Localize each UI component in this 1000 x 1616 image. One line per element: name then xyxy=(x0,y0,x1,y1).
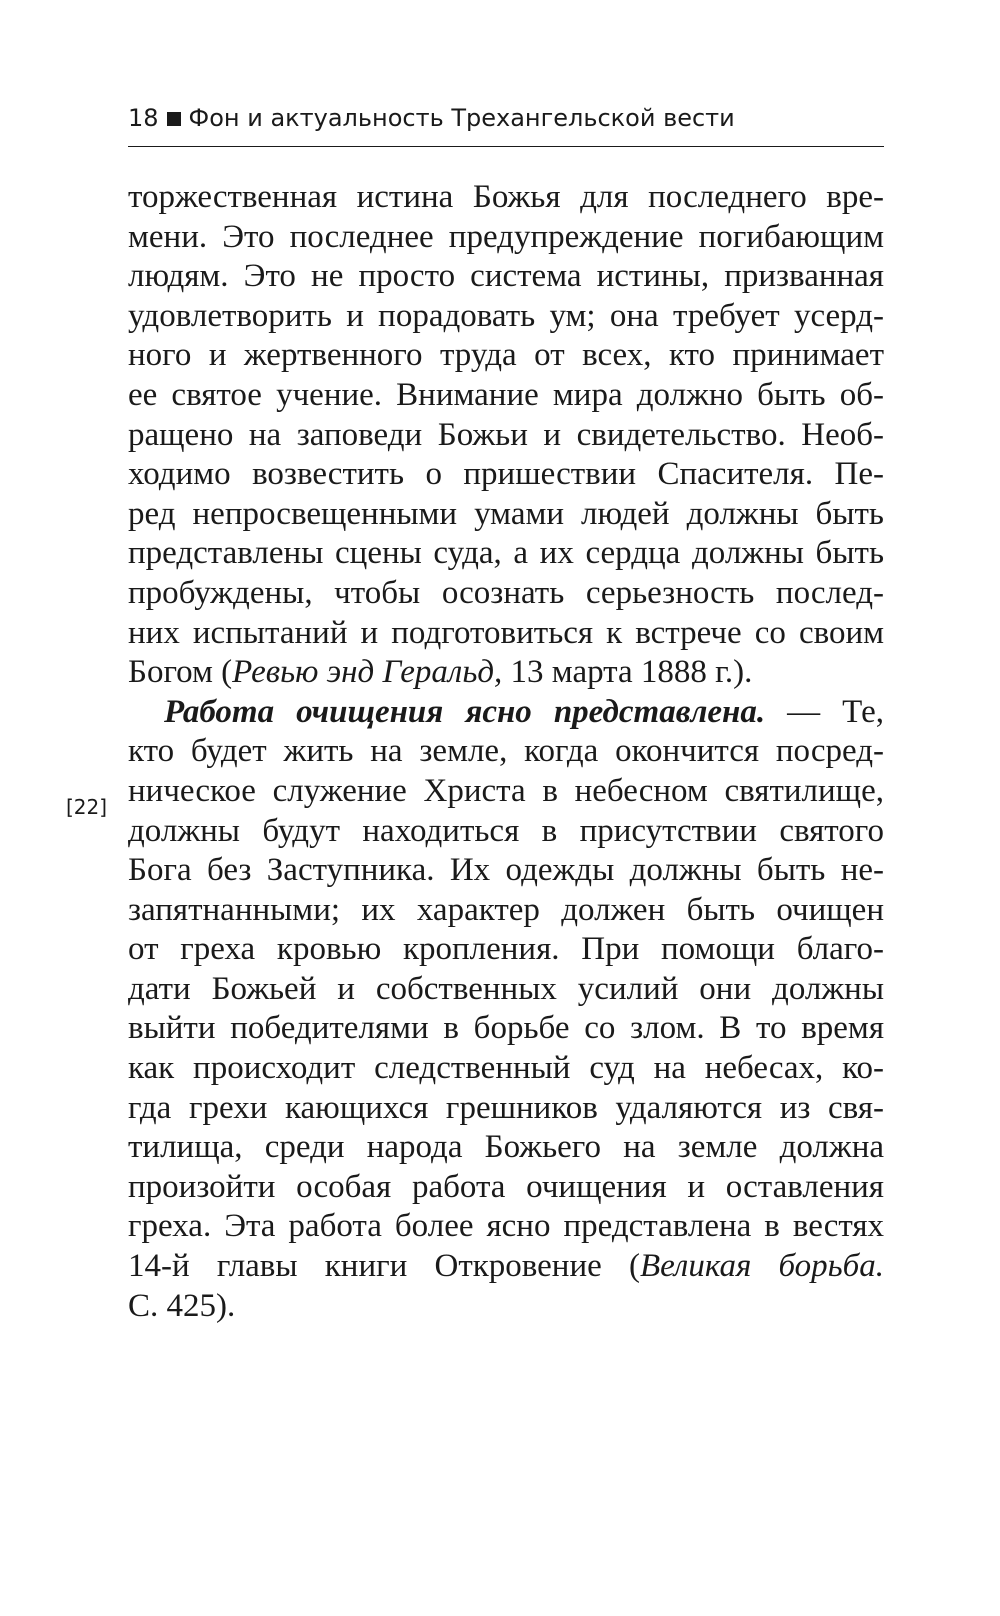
text-fragment: 13 марта 1888 г.). xyxy=(502,654,753,691)
text-line: кто будет жить на земле, когда окончится посред- xyxy=(128,733,884,770)
text-line: представлены сцены суда, а их сердца должны быть xyxy=(128,535,884,572)
text-line: пробуждены, чтобы осознать серьезность послед- xyxy=(128,574,884,611)
text-line: С. 425). xyxy=(128,1287,236,1324)
text-line: ническое служение Христа в небесном святилище, xyxy=(128,772,884,809)
text-line: от греха кровью кропления. При помощи благо- xyxy=(128,931,884,968)
text-line: гда грехи кающихся грешников удаляются из свя- xyxy=(128,1089,884,1126)
source-citation: Ревью энд Геральд, xyxy=(232,654,503,691)
paragraph xyxy=(128,693,884,1327)
text-line: запятнанными; их характер должен быть очищен xyxy=(128,891,884,928)
text-line: должны будут находиться в присутствии святого xyxy=(128,812,884,849)
text-line: Бога без Заступника. Их одежды должны быть не- xyxy=(128,852,884,889)
body-text xyxy=(128,178,884,1326)
margin-reference: [22] xyxy=(66,795,108,819)
text-line xyxy=(128,653,884,693)
text-line: греха. Эта работа более ясно представлена в вестях xyxy=(128,1208,884,1245)
section-title: Фон и актуальность Трехангельской вести xyxy=(188,104,735,132)
text-line: торжественная истина Божья для последнего вре- xyxy=(128,179,884,215)
text-line: них испытаний и подготовиться к встрече со своим xyxy=(128,614,884,651)
page-number: 18 xyxy=(128,104,159,132)
paragraph xyxy=(128,178,884,693)
text-line: как происходит следственный суд на небесах, ко- xyxy=(128,1050,884,1087)
text-line xyxy=(128,693,884,733)
text-fragment: — Те, xyxy=(765,693,884,730)
paragraph-heading: Работа очищения ясно представлена. xyxy=(164,693,766,730)
text-line: людям. Это не просто система истины, призванная xyxy=(128,258,884,295)
text-line: ее святое учение. Внимание мира должно быть об- xyxy=(128,376,884,413)
text-line: ного и жертвенного труда от всех, кто принимает xyxy=(128,337,884,374)
text-fragment: 14-й главы книги Откровение ( xyxy=(128,1248,640,1285)
source-citation: Великая борьба. xyxy=(639,1248,884,1285)
header-rule xyxy=(128,146,884,147)
text-line: удовлетворить и порадовать ум; она требует усерд- xyxy=(128,297,884,334)
text-line: мени. Это последнее предупреждение погибающим xyxy=(128,218,884,255)
text-line: ходимо возвестить о пришествии Спасителя. Пе- xyxy=(128,456,884,493)
text-line: произойти особая работа очищения и оставления xyxy=(128,1168,884,1205)
running-header xyxy=(128,100,883,136)
text-fragment: Богом ( xyxy=(128,654,233,691)
text-line: дати Божьей и собственных усилий они должны xyxy=(128,970,884,1007)
text-line: ред непросвещенными умами людей должны быть xyxy=(128,495,884,532)
text-line: выйти победителями в борьбе со злом. В то время xyxy=(128,1010,884,1047)
text-line: ращено на заповеди Божьи и свидетельство. Необ- xyxy=(128,416,884,453)
text-line xyxy=(128,1247,884,1287)
square-bullet-icon xyxy=(167,112,181,126)
text-line: тилища, среди народа Божьего на земле должна xyxy=(128,1129,884,1166)
